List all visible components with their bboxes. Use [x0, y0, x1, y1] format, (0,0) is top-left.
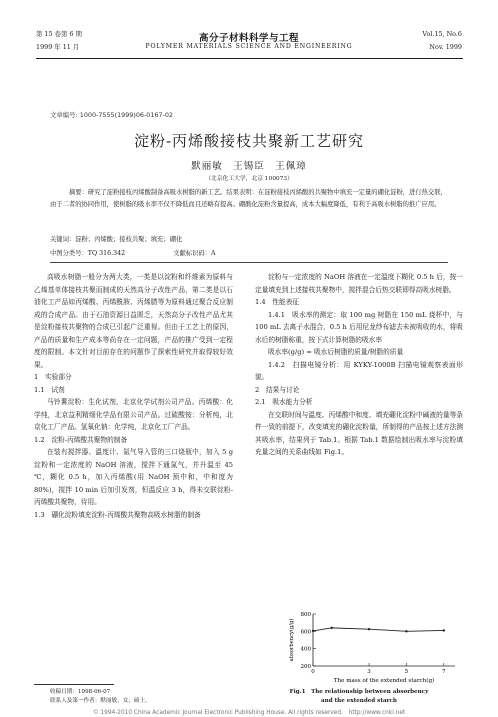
right-column: [255, 271, 463, 459]
volume-en: Vol.15, No.6: [422, 30, 462, 38]
paragraph: 1.4.1 吸水率的测定：取 100 mg 树脂在 150 mL 烧杯中，与 100 mL 去离子水混合，0.5 h 后用尼龙纱布滤去未被吸收的水，将吸水后的树脂称重，按下式计算树脂的吸水率: [255, 310, 463, 344]
paragraph: 高吸水树脂一般分为两大类，一类是以淀粉和纤维素为原料与乙烯基单体接枝共聚而制成的天然高分子改性产品，第二类是以石油化工产品如丙烯酸、丙烯酰胺、丙烯腈等为原料通过聚合反应制成的合成产品。由于石油资源日益匮乏，天然高分子改性产品尤其是淀粉接枝共聚物的合成已引起广泛重视。但由于工艺上的原因，产品的质量和生产成本等尚存在一定问题，产品的推广受到一定程度的限制。本文针对目前存在的问题作了探索性研究并取得较好效果。: [34, 273, 233, 369]
keywords-label: 关键词：: [50, 236, 76, 243]
figure-caption-line1: Fig.1 The relationship between absorbency: [289, 689, 429, 695]
section-heading: 1 实验部分: [34, 373, 72, 381]
paragraph: 在交联时间与温度、丙烯酸中和度、填充硼化淀粉中碱液的量等条件一致的前提下，改变填充的硼化淀粉量，所制得的产品按上述方法测其吸水率，结果列于 Tab.1。根据 Tab.1 数据绘制出吸水率与淀粉填充量之间的关系曲线如 Fig.1。: [255, 410, 463, 456]
header-rule: [36, 58, 463, 59]
data-point: [330, 627, 332, 629]
x-tick-label: 5: [404, 669, 409, 675]
abstract-text: 研究了淀粉接枝丙烯酸制备高吸水树脂的新工艺。结果表明：在淀粉接枝丙烯酸的共聚物中填充一定量的硼化淀粉，进行热交联，由于二者的协同作用，使树脂的吸水率不仅不降低而且还略有提高。硼酸化淀粉含量提高，成本大幅度降低，有利于高吸水树脂的推广应用。: [50, 189, 447, 209]
footnote: [50, 688, 151, 705]
copyright-watermark: © 1994-2010 China Academic Journal Electronic Publishing House. All rights reserved. http://www.cnki.net: [92, 710, 406, 716]
affiliation: （北京化工大学，北京 100073）: [205, 176, 293, 182]
paragraph: 在装有搅拌器、温度计、氮气导入管的三口烧瓶中，加入 5 g 淀粉和一定浓度的 NaOH 溶液，搅拌下通氮气，并升温至 45 ℃，糊化 0.5 h，加入丙烯酸(用 NaOH 预中和，中和度为 80%)，搅拌 10 min 后加引发剂，恒温反应 3 h，得未交联淀粉-丙烯酸共聚物，待用。: [34, 448, 233, 506]
data-point: [312, 630, 314, 632]
x-tick-label: 0: [311, 669, 315, 675]
section-heading: 1.2 淀粉-丙烯酸共聚物的制备: [34, 435, 128, 444]
paragraph: 1.4.2 扫描电镜分析：用 KYKY-1000B 扫描电镜观察表面形貌。: [255, 360, 463, 381]
y-tick-label: 200: [300, 664, 311, 670]
left-column: [34, 271, 233, 521]
y-tick-label: 600: [300, 629, 311, 636]
abstract-label: 摘要：: [69, 189, 88, 196]
clc-value: TQ 316.342: [87, 250, 126, 257]
abstract-separator: [50, 262, 448, 263]
authors: 默丽敏 王锡臣 王佩璋: [191, 161, 307, 172]
y-tick-label: 800: [300, 612, 311, 618]
y-axis-label: absorbency(g/g): [289, 618, 295, 662]
figure-caption: [255, 688, 463, 705]
classification: [50, 248, 216, 257]
data-point: [368, 628, 370, 630]
footnote-received: 收稿日期：1998-06-07: [50, 689, 111, 695]
y-tick-label: 400: [300, 646, 311, 653]
footnote-rule: [34, 684, 114, 685]
paragraph: 淀粉与一定浓度的 NaOH 溶液在一定温度下糊化 0.5 h 后，按一定量填充到上述接枝共聚物中，搅拌混合后热交联即得高吸水树脂。: [255, 273, 463, 294]
article-number: 文章编号: 1000-7555(1999)06-0167-02: [50, 111, 173, 119]
x-tick-label: 3: [367, 669, 371, 675]
paragraph: 马铃薯淀粉：生化试剂，北京化学试剂公司产品。丙烯酸：化学纯，北京益利精细化学品有限公司产品。过硫酸铵：分析纯，北京化工厂产品。氢氧化钠：化学纯，北京化工厂产品。: [34, 398, 233, 431]
keywords-text: 淀粉；丙烯酸；接枝共聚；填充；硼化: [75, 236, 183, 243]
paper-title: 淀粉-丙烯酸接枝共聚新工艺研究: [133, 132, 365, 150]
section-heading: 1.1 试剂: [34, 385, 65, 394]
x-axis-label: The mass of the extended starch(g): [333, 678, 435, 684]
volume-cn: 第 15 卷第 6 期: [36, 30, 82, 38]
keywords: [50, 234, 182, 243]
clc-label: 中图分类号：: [50, 250, 88, 257]
section-heading: 1.4 性能表征: [255, 298, 300, 306]
section-heading: 2.1 吸水能力分析: [255, 398, 313, 406]
x-tick-label: 7: [442, 669, 446, 675]
journal-title-cn: 高分子材料科学与工程: [198, 33, 299, 44]
data-point: [443, 629, 445, 631]
footnote-author: 联系人及第一作者：默丽敏，女，硕士。: [50, 697, 151, 704]
paragraph: 吸水率(g/g) = 吸水后树脂的质量/树脂的质量: [268, 348, 404, 356]
abstract: [50, 187, 448, 211]
section-heading: 2 结果与讨论: [255, 385, 300, 394]
document-code: 文献标识码：A: [173, 250, 216, 257]
figure-caption-line2: and the extended starch: [321, 697, 397, 704]
date-cn: 1999 年 11 月: [36, 43, 80, 51]
section-heading: 1.3 硼化淀粉填充淀粉-丙烯酸共聚物高吸水树脂的制备: [34, 510, 201, 519]
data-point: [405, 630, 407, 632]
date-en: Nov. 1999: [429, 43, 462, 51]
absorbency-chart: [255, 608, 463, 688]
journal-title-en: POLYMER MATERIALS SCIENCE AND ENGINEERING: [145, 43, 353, 50]
